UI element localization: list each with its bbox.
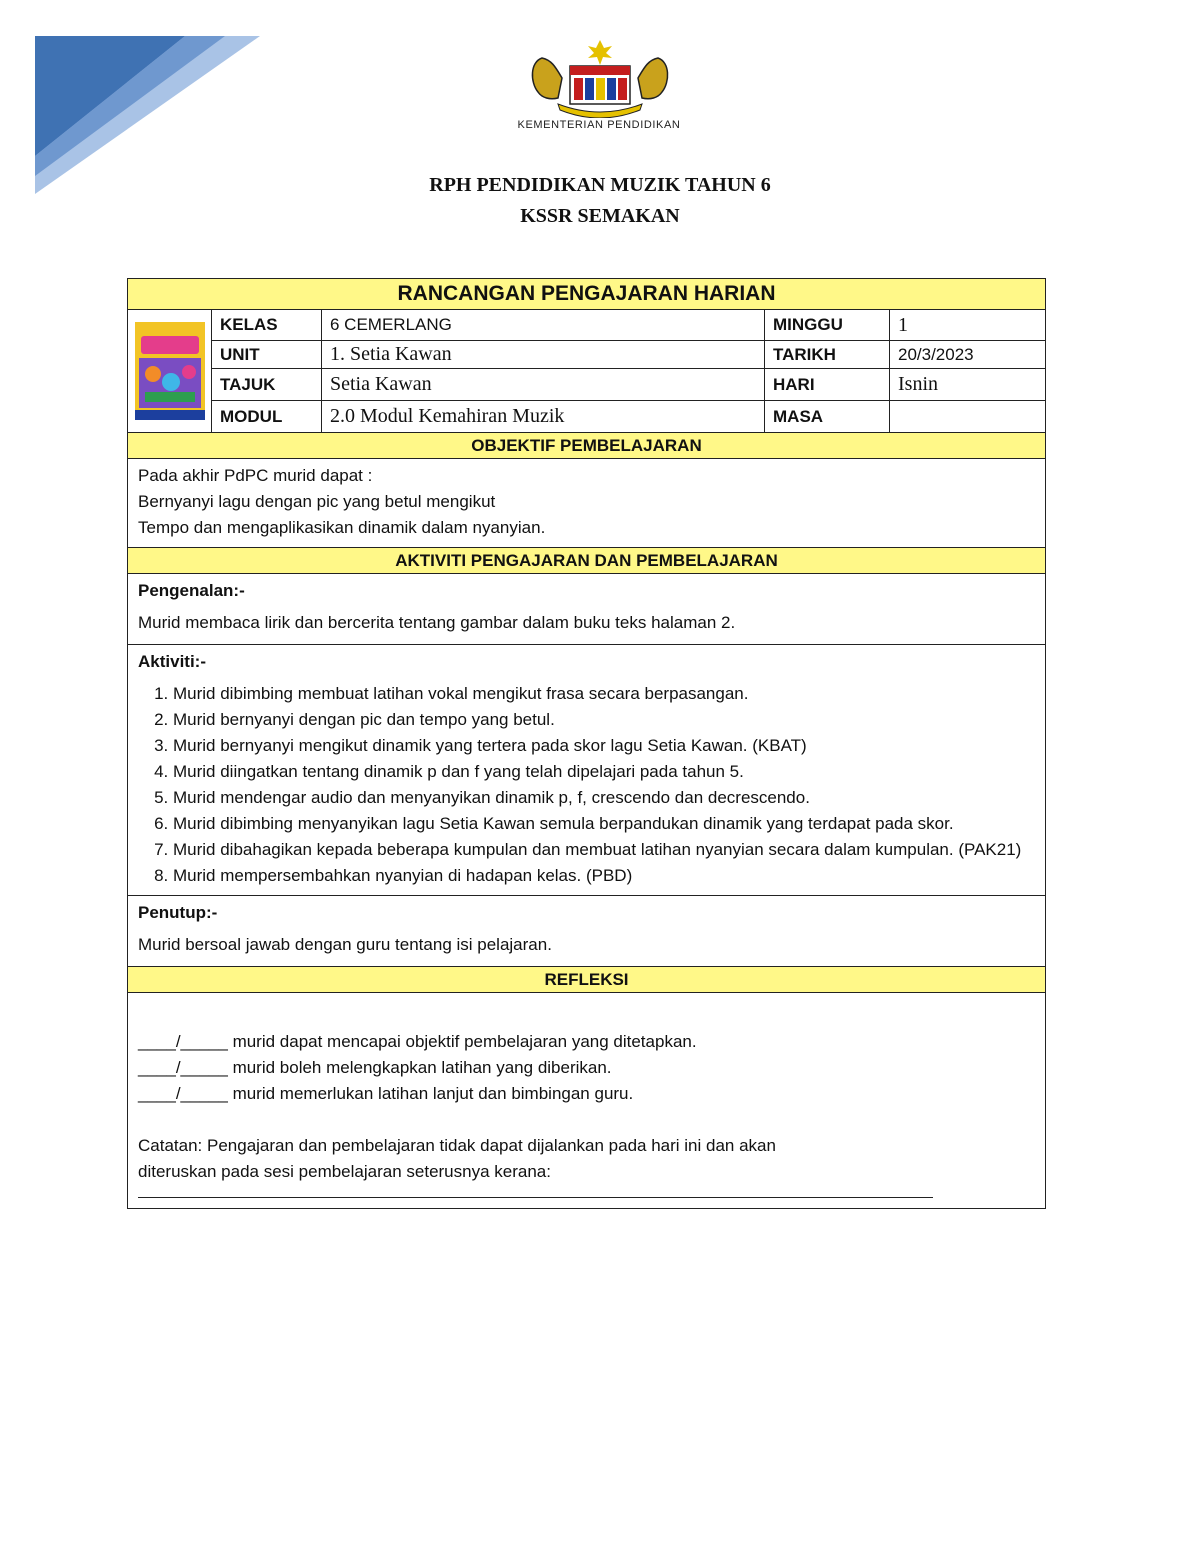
minggu-label: MINGGU [765, 310, 890, 341]
fill-blank: ____/_____ [138, 1032, 228, 1051]
aktiviti-section [128, 645, 1046, 896]
masa-label: MASA [765, 401, 890, 433]
penutup-label: Penutup:- [138, 903, 218, 922]
catatan-line-2: diteruskan pada sesi pembelajaran seterusnya kerana: [138, 1162, 551, 1181]
objektif-heading: OBJEKTIF PEMBELAJARAN [128, 433, 1046, 459]
aktiviti-label: Aktiviti:- [138, 652, 206, 671]
penutup-section [128, 896, 1046, 967]
aktiviti-step: 1. Murid dibimbing membuat latihan vokal mengikut frasa secara berpasangan. [173, 681, 1035, 707]
objektif-line: Tempo dan mengaplikasikan dinamik dalam nyanyian. [138, 518, 546, 537]
tarikh-value: 20/3/2023 [890, 341, 1046, 369]
aktiviti-step: 4. Murid diingatkan tentang dinamik p dan f yang telah dipelajari pada tahun 5. [173, 759, 1035, 785]
ministry-name: KEMENTERIAN PENDIDIKAN [517, 119, 681, 131]
fill-blank: ____/_____ [138, 1084, 228, 1103]
penutup-text: Murid bersoal jawab dengan guru tentang isi pelajaran. [138, 935, 552, 954]
hari-label: HARI [765, 369, 890, 401]
aktiviti-step: 2. Murid bernyanyi dengan pic dan tempo yang betul. [173, 707, 1035, 733]
tajuk-value: Setia Kawan [322, 369, 765, 401]
refleksi-heading: REFLEKSI [128, 967, 1046, 993]
title-line-1: RPH PENDIDIKAN MUZIK TAHUN 6 [429, 174, 771, 196]
kelas-value: 6 CEMERLANG [322, 310, 765, 341]
refleksi-text: murid boleh melengkapkan latihan yang diberikan. [232, 1058, 612, 1077]
spacer [138, 1107, 1035, 1133]
pengenalan-section [128, 574, 1046, 645]
refleksi-section [128, 993, 1046, 1209]
modul-label: MODUL [212, 401, 322, 433]
kelas-label: KELAS [212, 310, 322, 341]
lesson-plan-table [127, 278, 1046, 1209]
refleksi-text: murid dapat mencapai objektif pembelajaran yang ditetapkan. [232, 1032, 697, 1051]
refleksi-line [138, 1055, 1035, 1081]
catatan-reason-line [138, 1185, 933, 1198]
aktiviti-step: 8. Murid mempersembahkan nyanyian di hadapan kelas. (PBD) [173, 863, 1035, 889]
catatan-line-1: Catatan: Pengajaran dan pembelajaran tidak dapat dijalankan pada hari ini dan akan [138, 1136, 776, 1155]
aktiviti-heading: AKTIVITI PENGAJARAN DAN PEMBELAJARAN [128, 548, 1046, 574]
masa-value [890, 401, 1046, 433]
aktiviti-step: 6. Murid dibimbing menyanyikan lagu Setia Kawan semula berpandukan dinamik yang terdapat pada skor. [173, 811, 1035, 837]
refleksi-line [138, 1029, 1035, 1055]
textbook-cover [128, 310, 212, 433]
aktiviti-steps [138, 681, 1035, 889]
objektif-line: Pada akhir PdPC murid dapat : [138, 466, 373, 485]
refleksi-text: murid memerlukan latihan lanjut dan bimbingan guru. [232, 1084, 634, 1103]
plan-heading: RANCANGAN PENGAJARAN HARIAN [128, 279, 1046, 310]
aktiviti-step: 5. Murid mendengar audio dan menyanyikan dinamik p, f, crescendo dan decrescendo. [173, 785, 1035, 811]
document-title [300, 170, 900, 232]
corner-decoration [35, 36, 260, 196]
pengenalan-label: Pengenalan:- [138, 581, 245, 600]
unit-label: UNIT [212, 341, 322, 369]
pengenalan-text: Murid membaca lirik dan bercerita tentang gambar dalam buku teks halaman 2. [138, 613, 736, 632]
textbook-cover-image [135, 322, 205, 420]
tarikh-label: TARIKH [765, 341, 890, 369]
coat-of-arms-emblem [528, 38, 672, 118]
title-line-2: KSSR SEMAKAN [520, 205, 680, 227]
tajuk-label: TAJUK [212, 369, 322, 401]
unit-value: 1. Setia Kawan [322, 341, 765, 369]
hari-value: Isnin [890, 369, 1046, 401]
minggu-value: 1 [890, 310, 1046, 341]
objektif-line: Bernyanyi lagu dengan pic yang betul mengikut [138, 492, 496, 511]
objektif-content [128, 459, 1046, 548]
fill-blank: ____/_____ [138, 1058, 228, 1077]
aktiviti-step: 7. Murid dibahagikan kepada beberapa kumpulan dan membuat latihan nyanyian secara dalam kumpulan. (PAK21) [173, 837, 1035, 863]
refleksi-line [138, 1081, 1035, 1107]
aktiviti-step: 3. Murid bernyanyi mengikut dinamik yang tertera pada skor lagu Setia Kawan. (KBAT) [173, 733, 1035, 759]
modul-value: 2.0 Modul Kemahiran Muzik [322, 401, 765, 433]
